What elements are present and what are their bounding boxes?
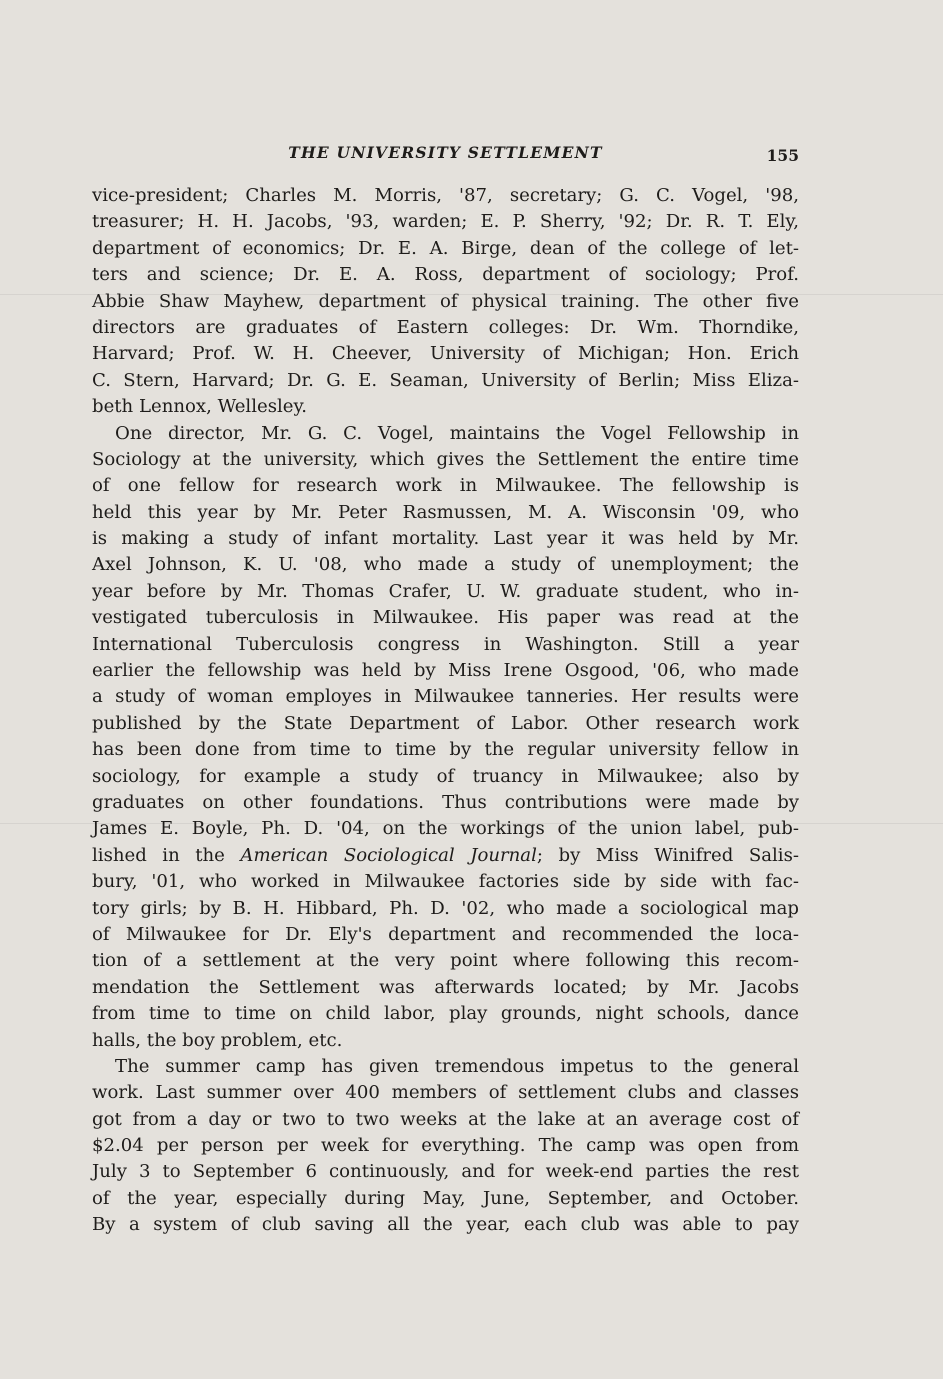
text-line: C. Stern, Harvard; Dr. G. E. Seaman, University of Berlin; Miss Eliza- bbox=[92, 369, 799, 391]
text-line: vestigated tuberculosis in Milwaukee. His paper was read at the bbox=[92, 607, 799, 629]
text-line: tion of a settlement at the very point where following this recom- bbox=[92, 950, 799, 972]
text-line: Axel Johnson, K. U. '08, who made a study of unemployment; the bbox=[92, 554, 799, 576]
running-title: THE UNIVERSITY SETTLEMENT bbox=[288, 143, 603, 162]
text-line: vice-president; Charles M. Morris, '87, secretary; G. C. Vogel, '98, bbox=[92, 185, 799, 206]
text-line: directors are graduates of Eastern colleges: Dr. Wm. Thorndike, bbox=[92, 316, 799, 338]
text-line: Abbie Shaw Mayhew, department of physical training. The other five bbox=[92, 290, 799, 312]
text-line: treasurer; H. H. Jacobs, '93, warden; E. P. Sherry, '92; Dr. R. T. Ely, bbox=[92, 211, 799, 233]
text-line: earlier the fellowship was held by Miss Irene Osgood, '06, who made bbox=[92, 660, 799, 682]
text-line: tory girls; by B. H. Hibbard, Ph. D. '02, who made a sociological map bbox=[92, 897, 799, 919]
text-line: bury, '01, who worked in Milwaukee factories side by side with fac- bbox=[92, 871, 799, 893]
text-line: department of economics; Dr. E. A. Birge, dean of the college of let- bbox=[92, 237, 799, 259]
text-line: got from a day or two to two weeks at the lake at an average cost of bbox=[92, 1108, 799, 1130]
text-line: James E. Boyle, Ph. D. '04, on the workings of the union label, pub- bbox=[92, 818, 799, 840]
text-line: By a system of club saving all the year, each club was able to pay bbox=[92, 1214, 799, 1236]
text-line: lished in the American Sociological Journal; by Miss Winifred Salis- bbox=[92, 844, 799, 866]
text-line: Harvard; Prof. W. H. Cheever, University of Michigan; Hon. Erich bbox=[92, 343, 799, 365]
text-line: ters and science; Dr. E. A. Ross, department of sociology; Prof. bbox=[92, 264, 799, 286]
text-line: published by the State Department of Labor. Other research work bbox=[92, 712, 799, 734]
text-line: July 3 to September 6 continuously, and for week-end parties the rest bbox=[92, 1161, 799, 1183]
text-line: held this year by Mr. Peter Rasmussen, M. A. Wisconsin '09, who bbox=[92, 501, 799, 523]
text-line: graduates on other foundations. Thus contributions were made by bbox=[92, 791, 799, 813]
text-line: of one fellow for research work in Milwaukee. The fellowship is bbox=[92, 475, 799, 497]
text-line: halls, the boy problem, etc. bbox=[92, 1029, 343, 1051]
text-line: of Milwaukee for Dr. Ely's department and recommended the loca- bbox=[92, 923, 799, 945]
text-line: sociology, for example a study of truancy in Milwaukee; also by bbox=[92, 765, 799, 787]
text-line: One director, Mr. G. C. Vogel, maintains the Vogel Fellowship in bbox=[115, 422, 799, 444]
text-line: of the year, especially during May, June, September, and October. bbox=[92, 1187, 799, 1209]
body-text bbox=[92, 183, 799, 1239]
text-line: Sociology at the university, which gives the Settlement the entire time bbox=[92, 448, 799, 470]
text-line: International Tuberculosis congress in Washington. Still a year bbox=[92, 633, 799, 655]
text-line: mendation the Settlement was afterwards located; by Mr. Jacobs bbox=[92, 976, 799, 998]
journal-title: American Sociological Journal bbox=[240, 844, 537, 866]
text-line: is making a study of infant mortality. Last year it was held by Mr. bbox=[92, 528, 799, 550]
text-line: from time to time on child labor, play grounds, night schools, dance bbox=[92, 1003, 799, 1025]
text-line: The summer camp has given tremendous impetus to the general bbox=[115, 1055, 799, 1077]
text-line: a study of woman employes in Milwaukee tanneries. Her results were bbox=[92, 686, 799, 708]
text-line: has been done from time to time by the regular university fellow in bbox=[92, 739, 799, 761]
text-line: beth Lennox, Wellesley. bbox=[92, 396, 308, 418]
page-header bbox=[92, 143, 799, 169]
page-number: 155 bbox=[766, 146, 799, 165]
text-line: $2.04 per person per week for everything. The camp was open from bbox=[92, 1135, 799, 1157]
text-line: work. Last summer over 400 members of settlement clubs and classes bbox=[92, 1082, 799, 1104]
text-line: year before by Mr. Thomas Crafer, U. W. graduate student, who in- bbox=[92, 580, 799, 602]
